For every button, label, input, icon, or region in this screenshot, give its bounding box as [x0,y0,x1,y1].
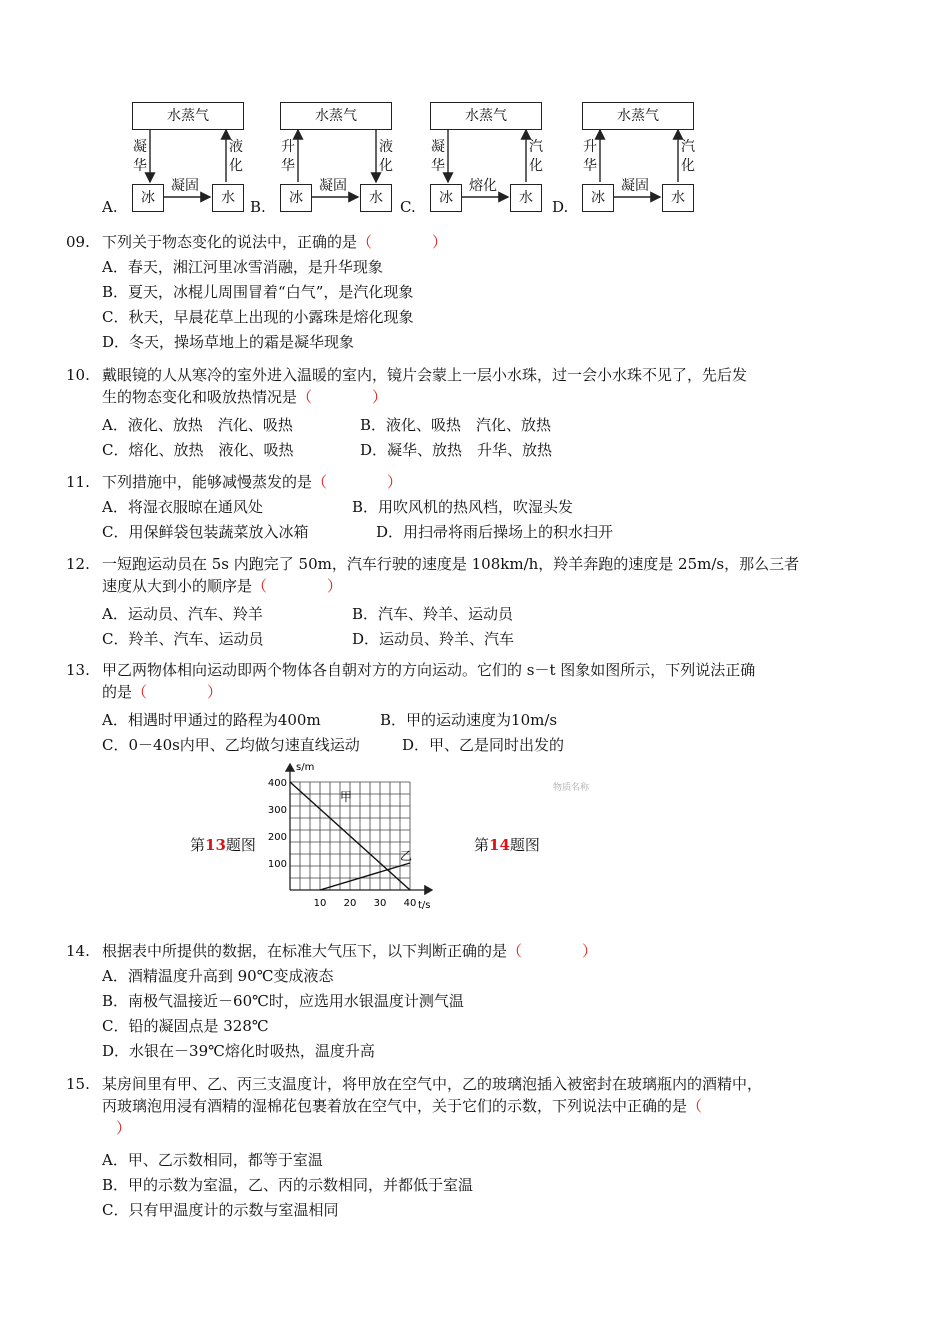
y-tick-label: 400 [267,778,287,789]
left-arrow-label: 升华 [583,139,597,174]
option-a[interactable]: A．相遇时甲通过的路程为400m [102,711,321,729]
ice-box: 冰 [280,184,312,212]
right-arrow-label: 液化 [379,139,393,174]
option-letter[interactable]: B. [250,198,266,216]
y-tick-label: 300 [267,805,287,816]
question-number: 09. [66,233,90,251]
bottom-arrow-label: 凝固 [621,178,649,194]
question-text-line1: 甲乙两物体相向运动即两个物体各自朝对方的方向运动。它们的 s－t 图象如图所示，下列说法正确 [102,661,756,679]
bottom-arrow-label: 熔化 [469,178,497,194]
answer-paren-open[interactable]: （ [687,1096,703,1115]
option-letter[interactable]: D. [552,198,569,216]
water-box: 水 [360,184,392,212]
st-chart [262,760,452,910]
option-b[interactable]: B．夏天，冰棍儿周围冒着“白气”，是汽化现象 [102,283,414,301]
caption-prefix: 第 [474,836,490,854]
x-tick-label: 40 [403,898,417,909]
option-d[interactable]: D．运动员、羚羊、汽车 [352,630,515,648]
bottom-arrow-label: 凝固 [319,178,347,194]
answer-paren[interactable]: （ ） [357,233,448,251]
water-box: 水 [510,184,542,212]
vapor-box: 水蒸气 [430,102,542,130]
chart-axes [290,764,432,890]
option-c[interactable]: C．只有甲温度计的示数与室温相同 [102,1201,339,1219]
x-tick-label: 30 [373,898,387,909]
figure-13-caption [190,835,256,857]
caption-suffix: 题图 [225,836,256,854]
answer-paren[interactable]: （ ） [507,942,598,960]
question-14 [66,941,846,1060]
question-13 [66,660,846,754]
caption-prefix: 第 [190,836,206,854]
y-tick-label: 100 [267,859,287,870]
question-text-line2: 速度从大到小的顺序是 [102,576,253,595]
option-b[interactable]: B．用吹风机的热风档，吹湿头发 [352,498,574,516]
left-arrow-label: 凝华 [431,139,445,174]
question-12 [66,554,846,648]
question-10 [66,365,846,459]
right-arrow-label: 汽化 [529,139,543,174]
right-arrow-label: 液化 [229,139,243,174]
left-arrow-label: 凝华 [133,139,147,174]
y-axis-label: s/m [296,762,315,773]
right-arrow-label: 汽化 [681,139,695,174]
y-tick-label: 200 [267,832,287,843]
question-text-line2: 的是 [102,682,133,701]
option-b[interactable]: B．甲的运动速度为10m/s [380,711,558,729]
answer-paren[interactable]: （ ） [297,387,388,406]
series-line-yi [320,863,410,890]
option-a[interactable]: A．酒精温度升高到 90℃变成液态 [102,967,334,985]
x-tick-label: 10 [313,898,327,909]
question-text: 下列关于物态变化的说法中，正确的是 [102,233,358,251]
question-number: 14. [66,942,90,960]
option-c[interactable]: C．秋天，早晨花草上出现的小露珠是熔化现象 [102,308,414,326]
option-a[interactable]: A．春天，湘江河里冰雪消融，是升华现象 [102,258,383,276]
option-b[interactable]: B．汽车、羚羊、运动员 [352,605,514,623]
x-axis-label: t/s [418,900,431,910]
option-d[interactable]: D．甲、乙是同时出发的 [402,736,565,754]
question-number: 11. [66,473,90,491]
question-text-line2: 生的物态变化和吸放热情况是 [102,387,298,406]
vapor-box: 水蒸气 [280,102,392,130]
figure-14-caption [474,835,540,857]
vapor-box: 水蒸气 [582,102,694,130]
question-number: 12. [66,555,90,573]
option-c[interactable]: C．0－40s内甲、乙均做匀速直线运动 [102,736,360,754]
option-a[interactable]: A．液化、放热 汽化、吸热 [102,416,293,434]
answer-paren[interactable]: （ ） [252,576,343,595]
answer-paren-close[interactable]: ） [116,1118,132,1137]
water-box: 水 [212,184,244,212]
question-text: 下列措施中，能够减慢蒸发的是 [102,473,313,491]
series-label-jia: 甲 [340,790,353,804]
option-letter[interactable]: A. [102,198,118,216]
option-d[interactable]: D．冬天，操场草地上的霜是凝华现象 [102,333,355,351]
question-text: 根据表中所提供的数据，在标准大气压下，以下判断正确的是 [102,942,508,960]
answer-paren[interactable]: （ ） [312,473,403,491]
option-a[interactable]: A．运动员、汽车、羚羊 [102,605,263,623]
option-letter[interactable]: C. [400,198,416,216]
question-11 [66,472,846,541]
option-c[interactable]: C．铅的凝固点是 328℃ [102,1017,269,1035]
option-c[interactable]: C．羚羊、汽车、运动员 [102,630,264,648]
ice-box: 冰 [582,184,614,212]
question-15 [66,1074,846,1219]
option-b[interactable]: B．甲的示数为室温，乙、丙的示数相同，并都低于室温 [102,1176,474,1194]
caption-number: 13 [205,836,226,854]
caption-number: 14 [489,836,510,854]
series-label-yi: 乙 [400,848,413,863]
bottom-arrow-label: 凝固 [171,178,199,194]
option-d[interactable]: D．用扫帚将雨后操场上的积水扫开 [376,523,614,541]
water-box: 水 [662,184,694,212]
x-tick-label: 20 [343,898,357,909]
question-09 [66,232,846,351]
option-c[interactable]: C．用保鲜袋包装蔬菜放入冰箱 [102,523,309,541]
question-text-line1: 一短跑运动员在 5s 内跑完了 50m，汽车行驶的速度是 108km/h，羚羊奔跑的速度是 25m/s，那么三者 [102,555,800,573]
question-text-line1: 某房间里有甲、乙、丙三支温度计，将甲放在空气中，乙的玻璃泡插入被密封在玻璃瓶内的酒精中， [102,1075,763,1093]
ice-box: 冰 [132,184,164,212]
left-arrow-label: 升华 [281,139,295,174]
question-number: 13. [66,661,90,679]
question-text-line2: 丙玻璃泡用浸有酒精的湿棉花包裹着放在空气中，关于它们的示数，下列说法中正确的是 [102,1096,688,1115]
option-a[interactable]: A．甲、乙示数相同，都等于室温 [102,1151,323,1169]
option-d[interactable]: D．凝华、放热 升华、放热 [360,441,553,459]
option-c[interactable]: C．熔化、放热 液化、吸热 [102,441,294,459]
option-b[interactable]: B．液化、吸热 汽化、放热 [360,416,552,434]
option-b[interactable]: B．南极气温接近－60℃时，应选用水银温度计测气温 [102,992,464,1010]
vapor-box: 水蒸气 [132,102,244,130]
question-number: 10. [66,366,90,384]
ice-box: 冰 [430,184,462,212]
option-d[interactable]: D．水银在－39℃熔化时吸热，温度升高 [102,1042,375,1060]
question-number: 15. [66,1075,90,1093]
caption-suffix: 题图 [509,836,540,854]
answer-paren[interactable]: （ ） [132,682,223,701]
option-a[interactable]: A．将湿衣服晾在通风处 [102,498,263,516]
question-text-line1: 戴眼镜的人从寒冷的室外进入温暖的室内，镜片会蒙上一层小水珠，过一会小水珠不见了，先后发 [102,366,748,384]
faded-table-fragment: 物质名称 [553,783,590,793]
